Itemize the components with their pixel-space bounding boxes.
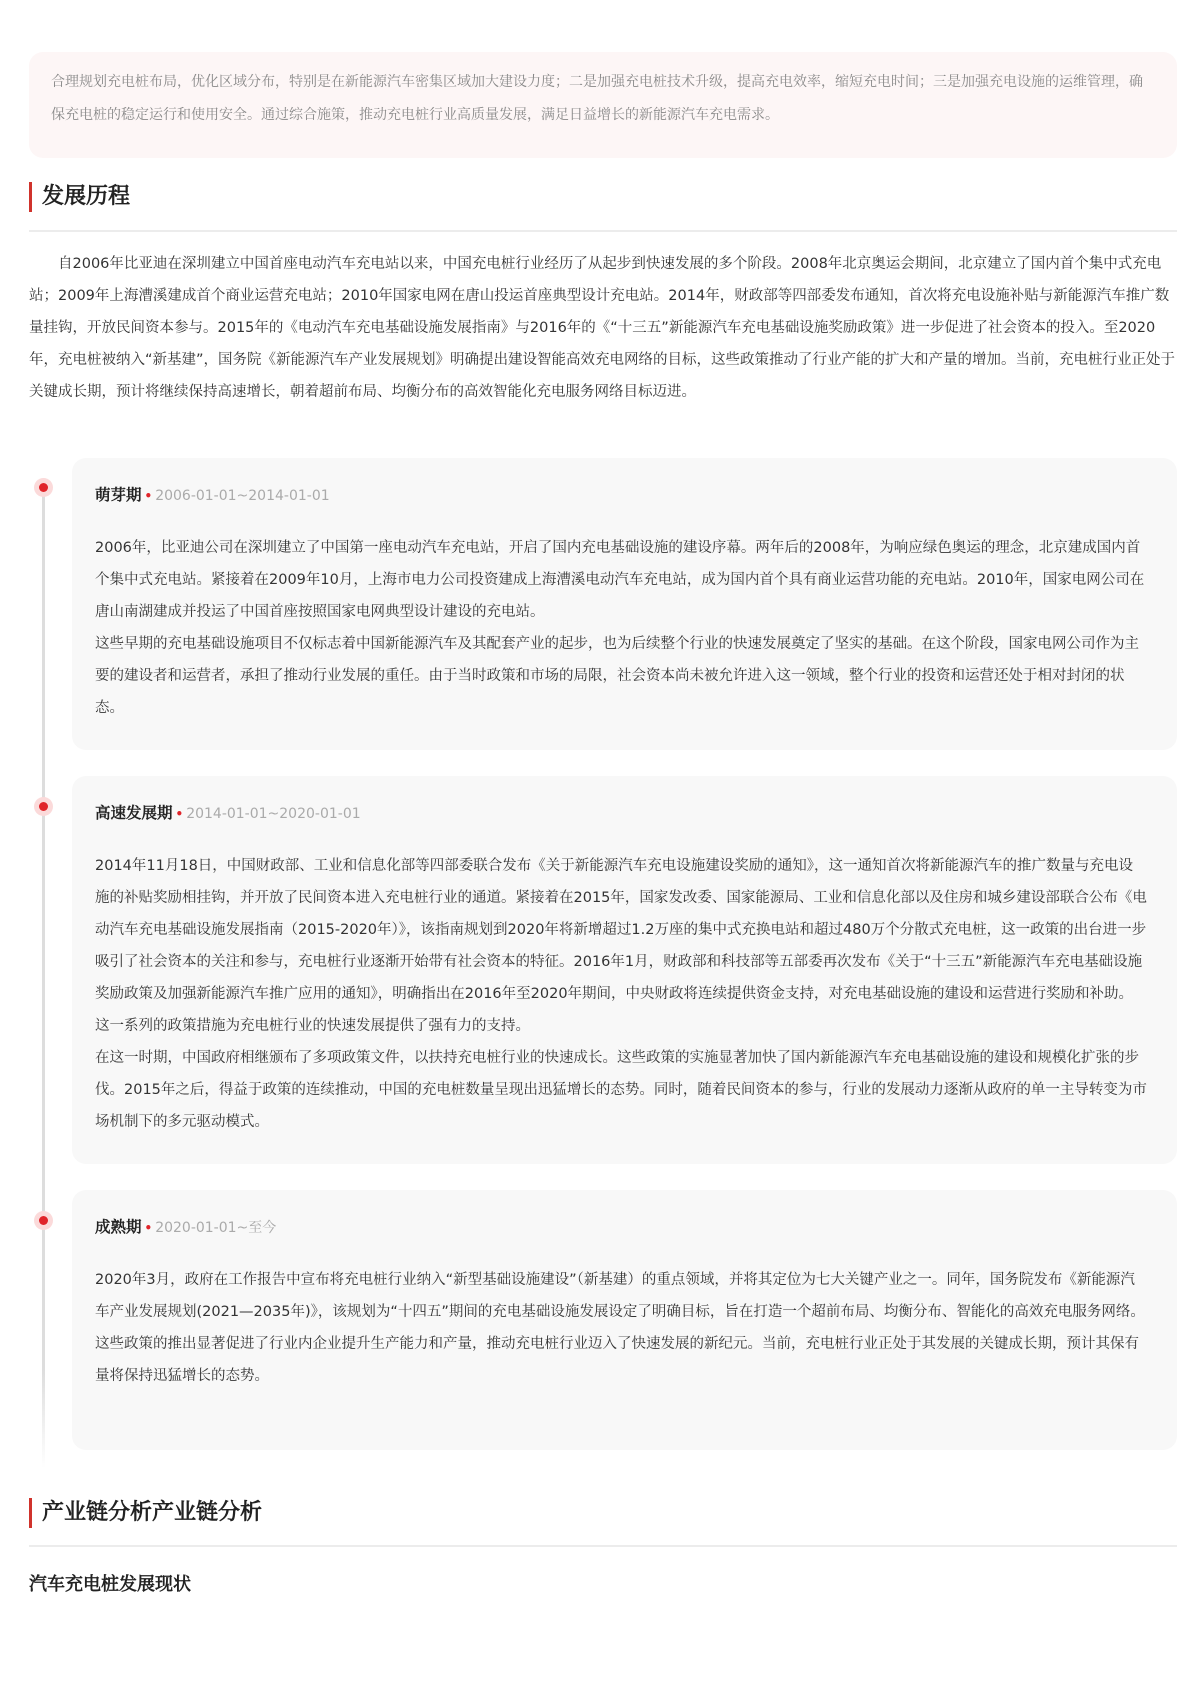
separator-dot: • [175, 807, 184, 821]
section-title-history: 发展历程 [29, 182, 130, 212]
stage-name: 成熟期 [95, 1218, 142, 1236]
timeline-line [42, 488, 45, 1468]
timeline-card [72, 1190, 1177, 1450]
timeline-card [72, 458, 1177, 750]
history-intro: 自2006年比亚迪在深圳建立中国首座电动汽车充电站以来，中国充电桩行业经历了从起步到快速发展的多个阶段。2008年北京奥运会期间，北京建立了国内首个集中式充电站；2009年上海漕溪建成首个商业运营充电站；2010年国家电网在唐山投运首座典型设计充电站。2014年，财政部等四部委发布通知，首次将充电设施补贴与新能源汽车推广数量挂钩，开放民间资本参与。2015年的《电动汽车充电基础设施发展指南》与2016年的《“十三五”新能源汽车充电基础设施奖励政策》进一步促进了社会资本的投入。至2020年，充电桩被纳入“新基建”，国务院《新能源汽车产业发展规划》明确提出建设智能高效充电网络的目标，这些政策推动了行业产能的扩大和产量的增加。当前，充电桩行业正处于关键成长期，预计将继续保持高速增长，朝着超前布局、均衡分布的高效智能化充电服务网络目标迈进。 [29, 256, 1176, 400]
timeline-dot [34, 797, 53, 816]
stage-paragraph: 在这一时期，中国政府相继颁布了多项政策文件，以扶持充电桩行业的快速成长。这些政策的实施显著加快了国内新能源汽车充电基础设施的建设和规模化扩张的步伐。2015年之后，得益于政策的连续推动，中国的充电桩数量呈现出迅猛增长的态势。同时，随着民间资本的参与，行业的发展动力逐渐从政府的单一主导转变为市场机制下的多元驱动模式。 [95, 1050, 1147, 1130]
stage-date: 2020-01-01~至今 [155, 1220, 277, 1236]
divider [29, 1545, 1177, 1547]
divider [29, 230, 1177, 232]
stage-date: 2014-01-01~2020-01-01 [186, 806, 361, 822]
stage-paragraph: 2020年3月，政府在工作报告中宣布将充电桩行业纳入“新型基础设施建设”（新基建）的重点领域，并将其定位为七大关键产业之一。同年，国务院发布《新能源汽车产业发展规划(2021—2035年)》，该规划为“十四五”期间的充电基础设施发展设定了明确目标，旨在打造一个超前布局、均衡分布、智能化的高效充电服务网络。 [95, 1272, 1145, 1320]
timeline-dot [34, 1211, 53, 1230]
timeline-dot [34, 478, 53, 497]
timeline-card [72, 776, 1177, 1164]
separator-dot: • [144, 489, 153, 503]
stage-paragraph: 2014年11月18日，中国财政部、工业和信息化部等四部委联合发布《关于新能源汽车充电设施建设奖励的通知》，这一通知首次将新能源汽车的推广数量与充电设施的补贴奖励相挂钩，并开放了民间资本进入充电桩行业的通道。紧接着在2015年，国家发改委、国家能源局、工业和信息化部以及住房和城乡建设部联合公布《电动汽车充电基础设施发展指南（2015-2020年）》，该指南规划到2020年将新增超过1.2万座的集中式充换电站和超过480万个分散式充电桩，这一政策的出台进一步吸引了社会资本的关注和参与，充电桩行业逐渐开始带有社会资本的特征。2016年1月，财政部和科技部等五部委再次发布《关于“十三五”新能源汽车充电基础设施奖励政策及加强新能源汽车推广应用的通知》，明确指出在2016年至2020年期间，中央财政将连续提供资金支持，对充电基础设施的建设和运营进行奖励和补助。这一系列的政策措施为充电桩行业的快速发展提供了强有力的支持。 [95, 858, 1147, 1034]
section-title-chain: 产业链分析产业链分析 [29, 1498, 262, 1528]
summary-text: 合理规划充电桩布局，优化区域分布，特别是在新能源汽车密集区域加大建设力度；二是加强充电桩技术升级，提高充电效率，缩短充电时间；三是加强充电设施的运维管理，确保充电桩的稳定运行和使用安全。通过综合施策，推动充电桩行业高质量发展，满足日益增长的新能源汽车充电需求。 [51, 74, 1143, 123]
stage-date: 2006-01-01~2014-01-01 [155, 488, 330, 504]
stage-paragraph: 2006年，比亚迪公司在深圳建立了中国第一座电动汽车充电站，开启了国内充电基础设施的建设序幕。两年后的2008年，为响应绿色奥运的理念，北京建成国内首个集中式充电站。紧接着在2009年10月，上海市电力公司投资建成上海漕溪电动汽车充电站，成为国内首个具有商业运营功能的充电站。2010年，国家电网公司在唐山南湖建成并投运了中国首座按照国家电网典型设计建设的充电站。 [95, 540, 1145, 620]
stage-name: 萌芽期 [95, 486, 142, 504]
stage-name: 高速发展期 [95, 804, 173, 822]
separator-dot: • [144, 1221, 153, 1235]
subsection-title: 汽车充电桩发展现状 [29, 1574, 191, 1595]
summary-box [29, 52, 1177, 158]
stage-paragraph: 这些政策的推出显著促进了行业内企业提升生产能力和产量，推动充电桩行业迈入了快速发展的新纪元。当前，充电桩行业正处于其发展的关键成长期，预计其保有量将保持迅猛增长的态势。 [95, 1336, 1139, 1384]
stage-paragraph: 这些早期的充电基础设施项目不仅标志着中国新能源汽车及其配套产业的起步，也为后续整个行业的快速发展奠定了坚实的基础。在这个阶段，国家电网公司作为主要的建设者和运营者，承担了推动行业发展的重任。由于当时政策和市场的局限，社会资本尚未被允许进入这一领域，整个行业的投资和运营还处于相对封闭的状态。 [95, 636, 1139, 716]
